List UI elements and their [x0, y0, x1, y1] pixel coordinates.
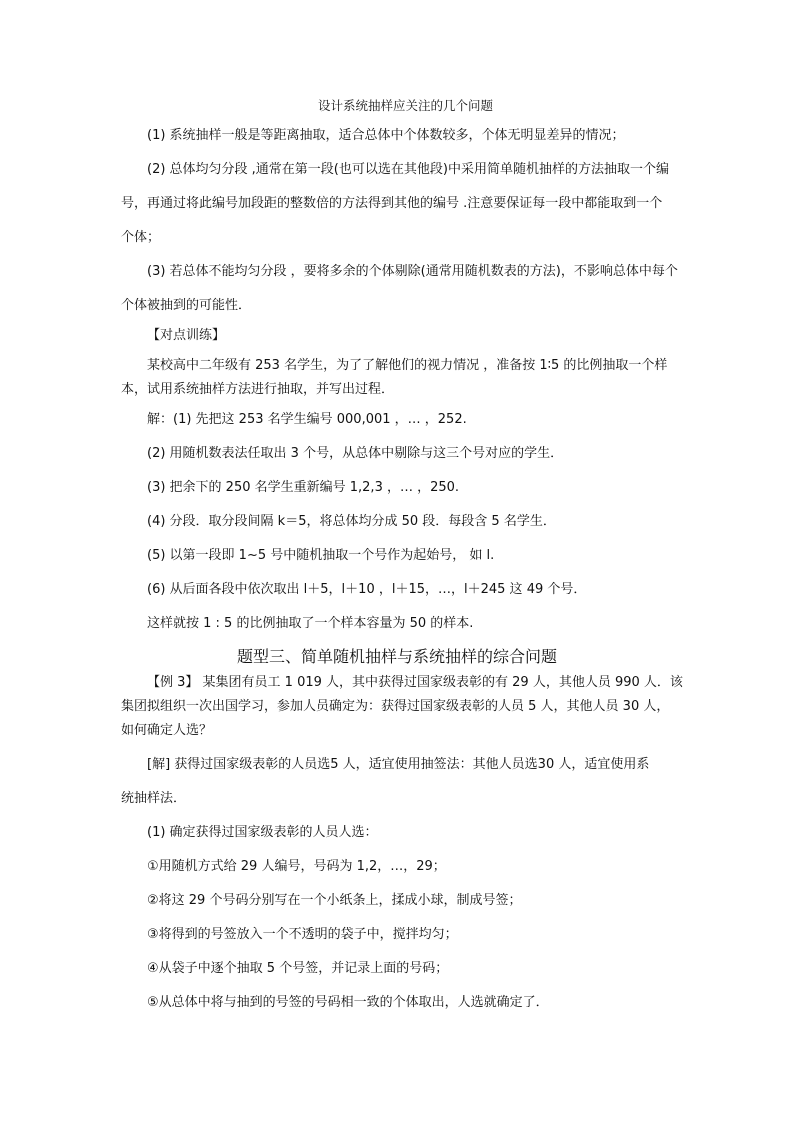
training-heading: 【对点训练】: [147, 328, 226, 343]
solution-line: [解] 获得过国家级表彰的人员选5 人，适宜使用抽签法：其他人员选30 人，适宜使用系: [147, 757, 650, 772]
section-heading: 题型三、简单随机抽样与系统抽样的综合问题: [237, 647, 558, 666]
solution-sub-heading: (1) 确定获得过国家级表彰的人员人选：: [147, 825, 378, 840]
issue-line: (2) 总体均匀分段 ,通常在第一段(也可以选在其他段)中采用简单随机抽样的方法抽取一个编: [147, 162, 669, 177]
training-step: (5) 以第一段即 1~5 号中随机抽取一个号作为起始号， 如 l.: [147, 548, 495, 563]
page-title: 设计系统抽样应关注的几个问题: [318, 98, 494, 113]
training-step: (6) 从后面各段中依次取出 l＋5，l＋10 ，l＋15，…，l＋245 这 49 个号．: [147, 582, 587, 597]
issue-line: 个体；: [121, 230, 161, 245]
training-step: (4) 分段．取分段间隔 k＝5，将总体均分成 50 段．每段含 5 名学生．: [147, 514, 556, 529]
example-line: 集团拟组织一次出国学习，参加人员确定为：获得过国家级表彰的人员 5 人，其他人员 30 人，: [121, 699, 670, 714]
training-problem-line: 某校高中二年级有 253 名学生，为了了解他们的视力情况 ，准备按 1∶5 的比例抽取一个样: [147, 358, 668, 373]
issue-line: (3) 若总体不能均匀分段 ，要将多余的个体剔除(通常用随机数表的方法)，不影响总体中每个: [147, 264, 678, 279]
example-line: 如何确定人选？: [121, 723, 213, 738]
solution-step: ④从袋子中逐个抽取 5 个号签，并记录上面的号码；: [147, 961, 449, 976]
training-step: 解：(1) 先把这 253 名学生编号 000,001 ，… ，252.: [147, 412, 467, 427]
solution-step: ①用随机方式给 29 人编号，号码为 1,2，…，29；: [147, 859, 446, 874]
issue-line: (1) 系统抽样一般是等距离抽取，适合总体中个体数较多，个体无明显差异的情况；: [147, 128, 625, 143]
training-step: (3) 把余下的 250 名学生重新编号 1,2,3 ，… ，250.: [147, 480, 460, 495]
training-problem-line: 本，试用系统抽样方法进行抽取，并写出过程．: [121, 382, 395, 397]
issue-line: 个体被抽到的可能性．: [121, 298, 252, 313]
example-line: 【例 3】 某集团有员工 1 019 人，其中获得过国家级表彰的有 29 人，其他人员 990 人．该: [147, 675, 683, 690]
training-conclusion: 这样就按 1 : 5 的比例抽取了一个样本容量为 50 的样本.: [147, 616, 474, 631]
training-step: (2) 用随机数表法任取出 3 个号，从总体中剔除与这三个号对应的学生．: [147, 446, 564, 461]
solution-step: ③将得到的号签放入一个不透明的袋子中，搅拌均匀；: [147, 927, 458, 942]
issue-line: 号，再通过将此编号加段距的整数倍的方法得到其他的编号 .注意要保证每一段中都能取到一个: [121, 196, 663, 211]
solution-step: ②将这 29 个号码分别写在一个小纸条上，揉成小球，制成号签；: [147, 893, 522, 908]
solution-line: 统抽样法．: [121, 791, 187, 806]
solution-step: ⑤从总体中将与抽到的号签的号码相一致的个体取出，人选就确定了．: [147, 995, 549, 1010]
